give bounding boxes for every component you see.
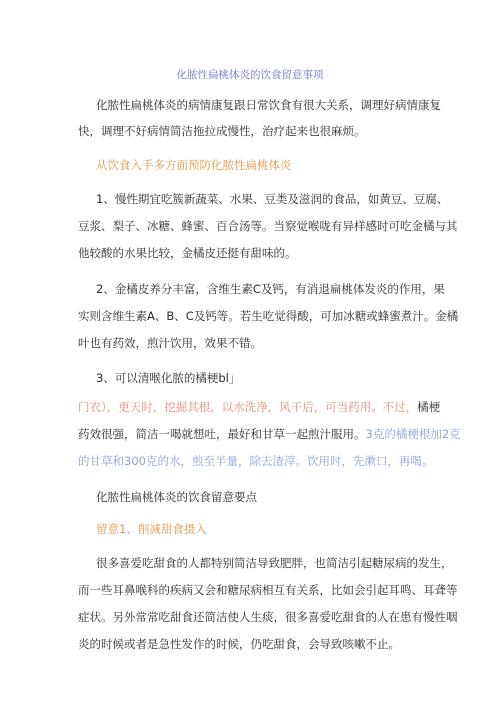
p3-line-1-orange: 门衣），更天时，挖掘其根，以水洗净，风干后，可当药用。不过， — [78, 400, 418, 414]
document-title: 化脓性扁桃体炎的饮食留意事项 — [176, 69, 324, 81]
p1-line-3: 他较酸的水果比较，金橘皮还挺有甜味的。 — [78, 246, 297, 260]
p4-line-1: 很多喜爱吃甜食的人都特别简洁导致肥胖，也简洁引起糖尿病的发生， — [96, 556, 453, 570]
p3-line-2-dark: 药效很强，简洁一喝就想吐，最好和甘草一起煎汁服用。 — [78, 427, 366, 441]
p3-heading: 3、可以清喉化脓的橘梗bl」 — [96, 371, 241, 385]
p3-line-1-dark: 橘梗 — [417, 400, 441, 414]
intro-line-1: 化脓性扁桃体炎的病情康复跟日常饮食有很大关系，调理好病情康复 — [96, 98, 441, 112]
p3-line-3: 的甘草和300克的水，煎至半量，除去渣滓。饮用时，先漱口，再喝。 — [78, 454, 434, 468]
p3-line-1 — [78, 400, 440, 414]
intro-line-2: 快，调理不好病情简洁拖拉成慢性，治疗起来也很麻烦。 — [78, 124, 366, 138]
p2-line-1: 2、金橘皮养分丰富，含维生素C及钙，有消退扁桃体发炎的作用，果 — [96, 282, 445, 296]
p3-line-2-blue: 3克的橘梗根加2克 — [365, 427, 461, 441]
section2-heading: 化脓性扁桃体炎的饮食留意要点 — [96, 490, 257, 504]
sub1-heading: 留意1、削减甜食摄入 — [96, 522, 207, 536]
p1-line-2: 豆浆、梨子、冰糖、蜂蜜、百合汤等。当察觉喉咙有异样感时可吃金橘与其 — [78, 219, 458, 233]
p1-line-1: 1、慢性期宜吃簇新蔬菜、水果、豆类及滋润的食品，如黄豆、豆腐、 — [96, 192, 449, 206]
p3-line-2 — [78, 427, 461, 441]
p4-line-3: 症状。另外常常吃甜食还简洁使人生痰，很多喜爱吃甜食的人在患有慢性咽 — [78, 610, 458, 624]
section1-heading: 从饮食入手多方面预防化脓性扁桃体炎 — [96, 158, 292, 172]
p2-line-2: 实则含维生素A、B、C及钙等。若生吃觉得酸，可加冰糖或蜂蜜煮汁。金橘 — [78, 309, 459, 323]
p4-line-4: 炎的时候或者是急性发作的时候，仍吃甜食，会导致咳嗽不止。 — [78, 637, 400, 651]
p2-line-3: 叶也有药效，煎汁饮用，效果不错。 — [78, 336, 262, 350]
p4-line-2: 而一些耳鼻喉科的疾病又会和糖尿病相互有关系，比如会引起耳鸣、耳聋等 — [78, 583, 458, 597]
